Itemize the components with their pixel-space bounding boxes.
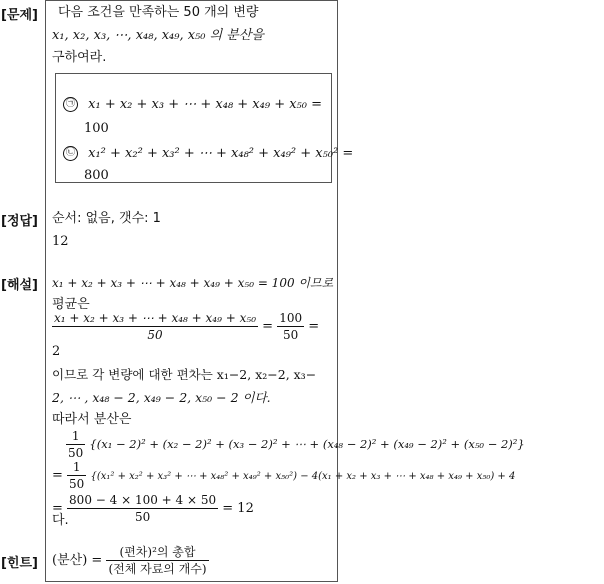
mean-numerator-2: 100 xyxy=(279,311,303,325)
hint-denominator: (전체 자료의 개수) xyxy=(108,562,207,576)
mean-fraction-2 xyxy=(277,310,304,343)
condition-1-expr: x₁ + x₂ + x₃ + ⋯ + x₄₈ + x₄₉ + x₅₀ = xyxy=(88,97,323,112)
solution-line-1 xyxy=(52,274,333,293)
variance-numerator: 1 xyxy=(66,428,85,445)
hint-numerator: (편차)²의 총합 xyxy=(106,544,208,561)
condition-2-expr: x₁² + x₂² + x₃² + ⋯ + x₄₈² + x₄₉² + x₅₀² = xyxy=(88,146,354,161)
result-line xyxy=(52,492,254,525)
hint-formula xyxy=(52,544,209,577)
variance-expression: {(x₁ − 2)² + (x₂ − 2)² + (x₃ − 2)² + ⋯ + (x₄₈ − 2)² + (x₄₉ − 2)² + (x₅₀ − 2)²} xyxy=(89,437,525,451)
variance-denominator: 50 xyxy=(68,446,84,460)
solution-line-4: 2 xyxy=(52,344,61,359)
variance-denominator-2: 50 xyxy=(69,477,85,491)
variance-numerator-2: 1 xyxy=(67,459,86,476)
result-fraction xyxy=(67,492,218,525)
variance-expression-2: {(x₁² + x₂² + x₃² + ⋯ + x₄₈² + x₄₉² + x₅₀²) − 4(x₁ + x₂ + x₃ + ⋯ + x₄₈ + x₄₉ + x₅₀) + 4 xyxy=(90,471,516,482)
variance-fraction xyxy=(66,428,85,461)
mean-equals-2: = xyxy=(308,319,320,334)
problem-label: [문제] xyxy=(1,8,38,23)
hint-fraction xyxy=(106,544,208,577)
mean-fraction xyxy=(52,310,258,343)
condition-2-value: 800 xyxy=(84,168,109,183)
variance-line-2 xyxy=(52,459,515,492)
solution-line-7: 따라서 분산은 xyxy=(52,412,132,427)
variance-fraction-2 xyxy=(67,459,86,492)
solution-line-end: 다. xyxy=(52,513,69,528)
hint-lhs: (분산) = xyxy=(52,553,103,568)
solution-label: [해설] xyxy=(1,278,38,293)
condition-1-value: 100 xyxy=(84,121,109,136)
mean-denominator-2: 50 xyxy=(283,328,299,342)
condition-1 xyxy=(63,96,322,114)
answer-value: 12 xyxy=(52,234,69,249)
answer-label: [정답] xyxy=(1,214,38,229)
variance-line-1 xyxy=(66,428,525,461)
result-tail: = 12 xyxy=(222,501,254,516)
hint-label: [힌트] xyxy=(1,556,38,571)
answer-meta: 순서: 없음, 갯수: 1 xyxy=(52,211,161,226)
mean-equals: = xyxy=(262,319,274,334)
solution-line-2: 평균은 xyxy=(52,297,90,312)
equals-sign-2: = xyxy=(52,501,63,516)
condition-2-mark: ㉡ xyxy=(63,146,78,161)
problem-line-2: x₁, x₂, x₃, ⋯, x₄₈, x₄₉, x₅₀ 의 분산을 xyxy=(52,28,264,43)
result-numerator: 800 − 4 × 100 + 4 × 50 xyxy=(69,493,217,507)
problem-line-3: 구하여라. xyxy=(52,50,107,65)
result-denominator: 50 xyxy=(134,510,151,524)
solution-line-6: 2, ⋯ , x₄₈ − 2, x₄₉ − 2, x₅₀ − 2 이다. xyxy=(52,390,271,405)
condition-2 xyxy=(63,145,353,163)
mean-denominator: 50 xyxy=(147,328,163,342)
equals-sign: = xyxy=(52,468,63,483)
condition-1-mark: ㉠ xyxy=(63,97,78,112)
mean-numerator: x₁ + x₂ + x₃ + ⋯ + x₄₈ + x₄₉ + x₅₀ xyxy=(54,311,257,325)
problem-line-1: 다음 조건을 만족하는 50 개의 변량 xyxy=(58,5,259,20)
solution-line-5: 이므로 각 변량에 대한 편차는 x₁−2, x₂−2, x₃− xyxy=(52,367,317,382)
mean-equation xyxy=(52,310,319,343)
solution-line-1-text: x₁ + x₂ + x₃ + ⋯ + x₄₈ + x₄₉ + x₅₀ = 100 이므로 xyxy=(52,276,334,290)
